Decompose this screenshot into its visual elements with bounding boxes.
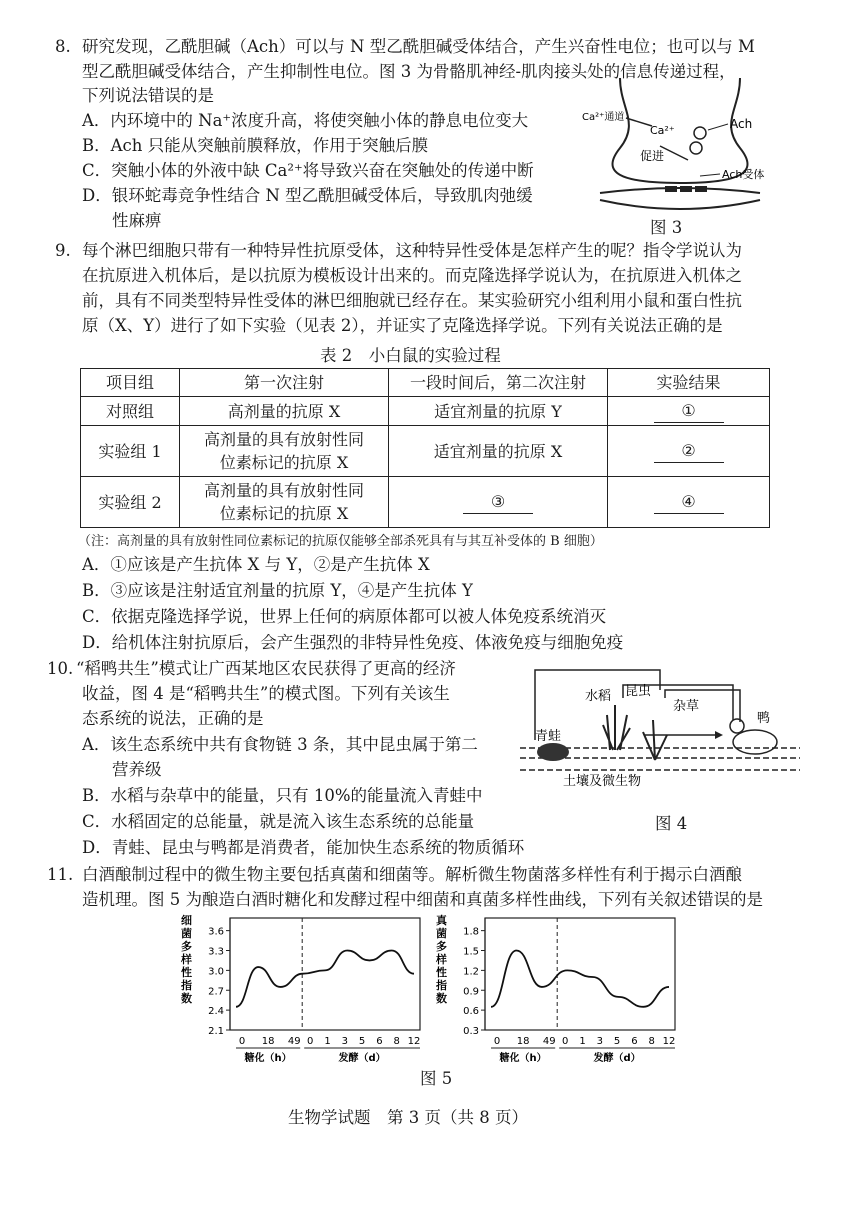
y-axis-label-char: 多: [436, 940, 447, 953]
table-header: 实验结果: [608, 369, 770, 397]
x-group-label: 糖化（h）: [244, 1053, 292, 1064]
x-tick-label: 0: [493, 1036, 501, 1047]
q8-number: 8.: [55, 37, 71, 56]
y-axis-label-char: 菌: [436, 927, 447, 940]
x-tick-label: 3: [596, 1036, 603, 1047]
x-tick-label: 18: [516, 1036, 530, 1047]
q8-stem-line2: 型乙酰胆碱受体结合，产生抑制性电位。图 3 为骨骼肌神经-肌肉接头处的信息传递过程，: [82, 62, 736, 81]
figure-4-rice-duck: [515, 660, 805, 800]
table-2-title: 表 2 小白鼠的实验过程: [320, 346, 501, 365]
answer-blank: ④: [654, 490, 724, 514]
y-axis-label-char: 指: [181, 979, 192, 992]
y-tick-label: 3.0: [208, 966, 224, 978]
y-axis-label-char: 指: [436, 979, 447, 992]
q8-option-d: D．银环蛇毒竞争性结合 N 型乙酰胆碱受体后，导致肌肉弛缓: [82, 186, 533, 205]
q9-stem-line3: 前，具有不同类型特异性受体的淋巴细胞就已经存在。某实验研究小组利用小鼠和蛋白性抗: [82, 291, 742, 310]
fig3-ca-channel: Ca²⁺通道: [582, 112, 625, 123]
table-cell-result: [608, 397, 770, 426]
q11-stem-line1: 白酒酿制过程中的微生物主要包括真菌和细菌等。解析微生物菌落多样性有利于揭示白酒酿: [82, 865, 742, 884]
y-axis-label-char: 样: [181, 953, 192, 966]
figure-5-bacteria-chart: [175, 912, 435, 1072]
q10-option-a: A．该生态系统中共有食物链 3 条，其中昆虫属于第二: [82, 735, 478, 754]
q8-stem-line3: 下列说法错误的是: [82, 86, 214, 105]
y-tick-label: 3.3: [208, 946, 224, 958]
figure-5-caption: 图 5: [420, 1069, 453, 1088]
x-tick-label: 0: [238, 1036, 246, 1047]
fig4-rice: 水稻: [585, 689, 612, 704]
table-header: 项目组: [81, 369, 180, 397]
y-tick-label: 3.6: [208, 926, 224, 938]
table-header-row: [81, 369, 770, 397]
fig3-ach: Ach: [730, 117, 753, 131]
figure-3-synapse: [580, 78, 780, 218]
q10-option-a-cont: 营养级: [112, 760, 162, 779]
table-header: 第一次注射: [180, 369, 389, 397]
q9-stem-line4: 原（X、Y）进行了如下实验（见表 2），并证实了克隆选择学说。下列有关说法正确的是: [82, 316, 723, 335]
q10-stem-line3: 态系统的说法，正确的是: [82, 709, 264, 728]
y-axis-label-char: 数: [181, 992, 192, 1005]
q10-option-c: C．水稻固定的总能量，就是流入该生态系统的总能量: [82, 812, 475, 831]
answer-blank: ①: [654, 399, 724, 423]
cell-line: 位素标记的抗原 X: [219, 504, 349, 523]
table-cell: 实验组 2: [81, 477, 180, 528]
q10-stem-line1: “稻鸭共生”模式让广西某地区农民获得了更高的经济: [76, 659, 456, 678]
y-tick-label: 2.4: [208, 1006, 224, 1018]
q9-stem-line2: 在抗原进入机体后，是以抗原为模板设计出来的。而克隆选择学说认为，在抗原进入机体之: [82, 266, 742, 285]
y-axis-label-char: 细: [181, 914, 192, 927]
x-group-label: 发酵（d）: [338, 1053, 386, 1064]
y-tick-label: 1.2: [463, 966, 479, 978]
q9-option-d: D．给机体注射抗原后，会产生强烈的非特异性免疫、体液免疫与细胞免疫: [82, 633, 624, 652]
table-row: [81, 397, 770, 426]
table-cell-result: [608, 477, 770, 528]
y-axis-label-char: 样: [436, 953, 447, 966]
y-tick-label: 0.9: [463, 986, 479, 998]
x-tick-label: 8: [393, 1036, 400, 1047]
series-line: [236, 951, 414, 1007]
table-cell: [389, 477, 608, 528]
y-tick-label: 2.7: [208, 986, 224, 998]
x-group-label: 糖化（h）: [499, 1053, 547, 1064]
table-2-note: （注：高剂量的具有放射性同位素标记的抗原仅能够全部杀死具有与其互补受体的 B 细胞）: [78, 534, 603, 549]
y-axis-label-char: 数: [436, 992, 447, 1005]
y-axis-label-char: 多: [181, 940, 192, 953]
q9-number: 9.: [55, 241, 71, 260]
cell-line: 位素标记的抗原 X: [219, 453, 349, 472]
x-tick-label: 8: [648, 1036, 655, 1047]
fig3-promote: 促进: [640, 149, 665, 163]
y-tick-label: 1.8: [463, 926, 479, 938]
table-row: [81, 426, 770, 477]
x-tick-label: 6: [631, 1036, 638, 1047]
q8-option-d-cont: 性麻痹: [112, 211, 162, 230]
fig4-insect: 昆虫: [625, 684, 652, 699]
q10-option-b: B．水稻与杂草中的能量，只有 10%的能量流入青蛙中: [82, 786, 483, 805]
q9-option-c: C．依据克隆选择学说，世界上任何的病原体都可以被人体免疫系统消灭: [82, 607, 607, 626]
x-tick-label: 49: [287, 1036, 301, 1047]
x-tick-label: 6: [376, 1036, 383, 1047]
table-cell-result: [608, 426, 770, 477]
answer-blank: ②: [654, 439, 724, 463]
cell-line: 高剂量的具有放射性同: [203, 481, 364, 500]
y-tick-label: 2.1: [208, 1026, 224, 1037]
q11-stem-line2: 造机理。图 5 为酿造白酒时糖化和发酵过程中细菌和真菌多样性曲线，下列有关叙述错误的是: [82, 890, 763, 909]
figure-3-caption: 图 3: [650, 218, 683, 237]
q9-option-a: A．①应该是产生抗体 X 与 Y，②是产生抗体 X: [82, 555, 430, 574]
plot-frame: [230, 918, 420, 1030]
y-tick-label: 0.3: [463, 1026, 479, 1037]
q8-option-b: B．Ach 只能从突触前膜释放，作用于突触后膜: [82, 136, 429, 155]
table-cell: 高剂量的抗原 X: [180, 397, 389, 426]
x-tick-label: 1: [579, 1036, 586, 1047]
fig3-ca: Ca²⁺: [650, 124, 675, 137]
q8-stem-line1: 研究发现，乙酰胆碱（Ach）可以与 N 型乙酰胆碱受体结合，产生兴奋性电位；也可以与 M: [82, 37, 755, 56]
x-tick-label: 49: [542, 1036, 556, 1047]
x-tick-label: 1: [324, 1036, 331, 1047]
table-cell: 适宜剂量的抗原 Y: [389, 397, 608, 426]
y-tick-label: 0.6: [463, 1006, 479, 1018]
q11-number: 11.: [47, 865, 74, 884]
q10-stem-line2: 收益，图 4 是“稻鸭共生”的模式图。下列有关该生: [82, 684, 450, 703]
table-cell: 对照组: [81, 397, 180, 426]
q10-option-d: D．青蛙、昆虫与鸭都是消费者，能加快生态系统的物质循环: [82, 838, 525, 857]
figure-5-fungi-chart: [430, 912, 690, 1072]
y-axis-label-char: 菌: [181, 927, 192, 940]
q9-stem-line1: 每个淋巴细胞只带有一种特异性抗原受体，这种特异性受体是怎样产生的呢？指令学说认为: [82, 241, 742, 260]
table-cell: [180, 426, 389, 477]
fig4-duck: 鸭: [757, 711, 771, 726]
table-2: [80, 368, 770, 528]
y-axis-label-char: 性: [181, 966, 192, 979]
table-cell: 实验组 1: [81, 426, 180, 477]
q10-number: 10.: [47, 659, 74, 678]
fig4-frog: 青蛙: [535, 729, 562, 744]
table-row: [81, 477, 770, 528]
y-axis-label-char: 真: [436, 914, 447, 927]
fig4-soil: 土壤及微生物: [563, 774, 642, 789]
x-tick-label: 0: [562, 1036, 569, 1047]
series-line: [491, 951, 669, 1007]
y-axis-label-char: 性: [436, 966, 447, 979]
x-tick-label: 12: [407, 1036, 421, 1047]
x-tick-label: 18: [261, 1036, 275, 1047]
page-footer: 生物学试题 第 3 页（共 8 页）: [288, 1108, 528, 1127]
x-tick-label: 5: [613, 1036, 621, 1047]
x-tick-label: 0: [307, 1036, 314, 1047]
y-tick-label: 1.5: [463, 946, 479, 958]
answer-blank: ③: [463, 490, 533, 514]
x-tick-label: 3: [341, 1036, 348, 1047]
table-cell: [180, 477, 389, 528]
q8-option-c: C．突触小体的外液中缺 Ca²⁺将导致兴奋在突触处的传递中断: [82, 161, 534, 180]
fig3-receptor: Ach受体: [722, 168, 765, 181]
q9-option-b: B．③应该是注射适宜剂量的抗原 Y，④是产生抗体 Y: [82, 581, 473, 600]
table-cell: 适宜剂量的抗原 X: [389, 426, 608, 477]
table-header: 一段时间后，第二次注射: [389, 369, 608, 397]
x-tick-label: 5: [358, 1036, 366, 1047]
x-group-label: 发酵（d）: [593, 1053, 641, 1064]
cell-line: 高剂量的具有放射性同: [203, 430, 364, 449]
q8-option-a: A．内环境中的 Na⁺浓度升高，将使突触小体的静息电位变大: [82, 111, 529, 130]
x-tick-label: 12: [662, 1036, 676, 1047]
figure-4-caption: 图 4: [655, 814, 688, 833]
fig4-weed: 杂草: [673, 699, 700, 714]
